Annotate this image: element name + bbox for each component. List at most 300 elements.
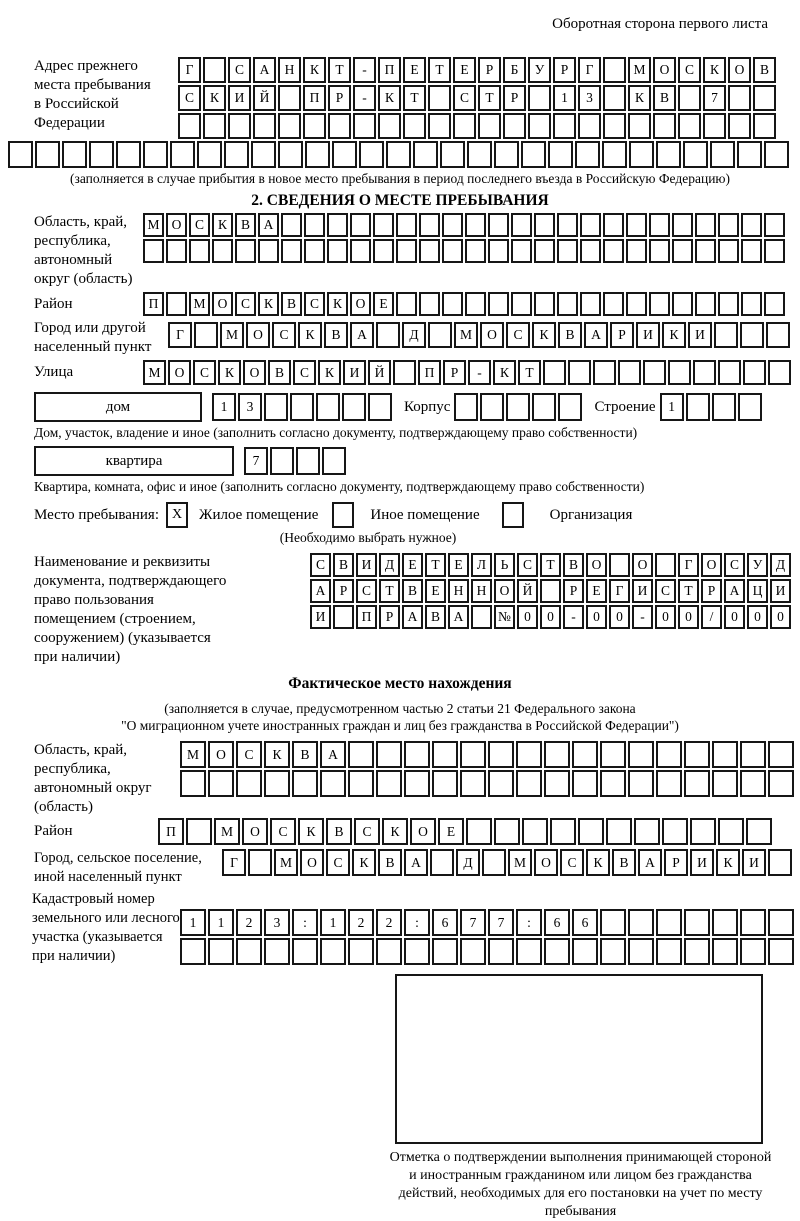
char-box[interactable]: [453, 113, 476, 139]
char-box[interactable]: 2: [348, 909, 374, 936]
char-box[interactable]: [488, 239, 509, 263]
char-box[interactable]: [672, 213, 693, 237]
char-box[interactable]: [466, 818, 492, 845]
char-box[interactable]: [672, 239, 693, 263]
char-box[interactable]: [557, 213, 578, 237]
char-box[interactable]: [506, 393, 530, 421]
char-box[interactable]: [373, 239, 394, 263]
char-box[interactable]: [116, 141, 141, 168]
char-box[interactable]: С: [678, 57, 701, 83]
char-box[interactable]: М: [189, 292, 210, 316]
char-box[interactable]: В: [402, 579, 423, 603]
char-box[interactable]: Т: [518, 360, 541, 385]
char-box[interactable]: [304, 239, 325, 263]
char-box[interactable]: [359, 141, 384, 168]
char-box[interactable]: Й: [368, 360, 391, 385]
checkbox-zhiloe[interactable]: X: [166, 502, 188, 528]
char-box[interactable]: [603, 239, 624, 263]
char-box[interactable]: [304, 213, 325, 237]
char-box[interactable]: [718, 360, 741, 385]
char-box[interactable]: [522, 818, 548, 845]
char-box[interactable]: [746, 818, 772, 845]
char-box[interactable]: 7: [488, 909, 514, 936]
char-box[interactable]: [753, 85, 776, 111]
char-box[interactable]: [737, 141, 762, 168]
char-box[interactable]: 1: [553, 85, 576, 111]
apartment-type-box[interactable]: квартира: [34, 446, 234, 476]
char-box[interactable]: [305, 141, 330, 168]
char-box[interactable]: О: [586, 553, 607, 577]
char-box[interactable]: [62, 141, 87, 168]
char-box[interactable]: [684, 741, 710, 768]
char-box[interactable]: Д: [402, 322, 426, 348]
char-box[interactable]: [494, 141, 519, 168]
char-box[interactable]: :: [292, 909, 318, 936]
char-box[interactable]: М: [220, 322, 244, 348]
char-box[interactable]: [292, 938, 318, 965]
char-box[interactable]: В: [235, 213, 256, 237]
char-box[interactable]: М: [143, 360, 166, 385]
char-box[interactable]: [396, 239, 417, 263]
char-box[interactable]: [634, 818, 660, 845]
char-box[interactable]: Т: [428, 57, 451, 83]
char-box[interactable]: [766, 322, 790, 348]
char-box[interactable]: [580, 213, 601, 237]
char-box[interactable]: К: [327, 292, 348, 316]
char-box[interactable]: [419, 292, 440, 316]
char-box[interactable]: [600, 909, 626, 936]
char-box[interactable]: М: [508, 849, 532, 876]
char-box[interactable]: [548, 141, 573, 168]
char-box[interactable]: [741, 239, 762, 263]
char-box[interactable]: [488, 770, 514, 797]
char-box[interactable]: [442, 292, 463, 316]
char-box[interactable]: [714, 322, 738, 348]
char-box[interactable]: [258, 239, 279, 263]
char-box[interactable]: [467, 141, 492, 168]
char-box[interactable]: [278, 141, 303, 168]
char-box[interactable]: [465, 213, 486, 237]
char-box[interactable]: 0: [609, 605, 630, 629]
char-box[interactable]: [678, 113, 701, 139]
char-box[interactable]: [376, 938, 402, 965]
char-box[interactable]: [740, 322, 764, 348]
char-box[interactable]: А: [310, 579, 331, 603]
char-box[interactable]: С: [228, 57, 251, 83]
char-box[interactable]: Р: [701, 579, 722, 603]
char-box[interactable]: К: [532, 322, 556, 348]
char-box[interactable]: [236, 938, 262, 965]
char-box[interactable]: Р: [379, 605, 400, 629]
char-box[interactable]: [764, 213, 785, 237]
char-box[interactable]: Л: [471, 553, 492, 577]
char-box[interactable]: С: [453, 85, 476, 111]
char-box[interactable]: [386, 141, 411, 168]
char-box[interactable]: О: [701, 553, 722, 577]
char-box[interactable]: [348, 741, 374, 768]
char-box[interactable]: К: [378, 85, 401, 111]
char-box[interactable]: О: [212, 292, 233, 316]
char-box[interactable]: А: [404, 849, 428, 876]
char-box[interactable]: [628, 770, 654, 797]
char-box[interactable]: 1: [212, 393, 236, 421]
char-box[interactable]: [578, 818, 604, 845]
char-box[interactable]: [143, 239, 164, 263]
char-box[interactable]: С: [293, 360, 316, 385]
char-box[interactable]: И: [343, 360, 366, 385]
char-box[interactable]: [656, 909, 682, 936]
char-box[interactable]: 7: [703, 85, 726, 111]
char-box[interactable]: [251, 141, 276, 168]
char-box[interactable]: [557, 239, 578, 263]
char-box[interactable]: П: [418, 360, 441, 385]
char-box[interactable]: [264, 938, 290, 965]
char-box[interactable]: [532, 393, 556, 421]
char-box[interactable]: [626, 239, 647, 263]
char-box[interactable]: [741, 213, 762, 237]
char-box[interactable]: [683, 141, 708, 168]
char-box[interactable]: [764, 292, 785, 316]
char-box[interactable]: [544, 938, 570, 965]
char-box[interactable]: [521, 141, 546, 168]
char-box[interactable]: [684, 938, 710, 965]
char-box[interactable]: [278, 113, 301, 139]
char-box[interactable]: [626, 213, 647, 237]
char-box[interactable]: А: [320, 741, 346, 768]
char-box[interactable]: [303, 113, 326, 139]
char-box[interactable]: [393, 360, 416, 385]
char-box[interactable]: О: [242, 818, 268, 845]
char-box[interactable]: 0: [655, 605, 676, 629]
char-box[interactable]: М: [628, 57, 651, 83]
char-box[interactable]: Е: [448, 553, 469, 577]
char-box[interactable]: [628, 909, 654, 936]
char-box[interactable]: В: [333, 553, 354, 577]
char-box[interactable]: [488, 938, 514, 965]
char-box[interactable]: [89, 141, 114, 168]
char-box[interactable]: [743, 360, 766, 385]
char-box[interactable]: Р: [503, 85, 526, 111]
char-box[interactable]: [740, 938, 766, 965]
char-box[interactable]: Д: [770, 553, 791, 577]
char-box[interactable]: Т: [328, 57, 351, 83]
char-box[interactable]: [738, 393, 762, 421]
char-box[interactable]: В: [563, 553, 584, 577]
char-box[interactable]: [428, 322, 452, 348]
char-box[interactable]: В: [425, 605, 446, 629]
char-box[interactable]: Е: [586, 579, 607, 603]
char-box[interactable]: [710, 141, 735, 168]
char-box[interactable]: [511, 239, 532, 263]
char-box[interactable]: 1: [320, 909, 346, 936]
char-box[interactable]: [600, 770, 626, 797]
char-box[interactable]: [544, 741, 570, 768]
char-box[interactable]: О: [653, 57, 676, 83]
char-box[interactable]: [296, 447, 320, 475]
char-box[interactable]: О: [728, 57, 751, 83]
char-box[interactable]: [575, 141, 600, 168]
char-box[interactable]: [327, 239, 348, 263]
char-box[interactable]: [316, 393, 340, 421]
char-box[interactable]: В: [653, 85, 676, 111]
char-box[interactable]: Е: [425, 579, 446, 603]
char-box[interactable]: [332, 141, 357, 168]
char-box[interactable]: [203, 57, 226, 83]
char-box[interactable]: [348, 938, 374, 965]
char-box[interactable]: :: [404, 909, 430, 936]
char-box[interactable]: В: [281, 292, 302, 316]
char-box[interactable]: [166, 292, 187, 316]
char-box[interactable]: [376, 770, 402, 797]
char-box[interactable]: [478, 113, 501, 139]
char-box[interactable]: С: [189, 213, 210, 237]
checkbox-organizatsiya[interactable]: [502, 502, 524, 528]
char-box[interactable]: [662, 818, 688, 845]
char-box[interactable]: -: [632, 605, 653, 629]
char-box[interactable]: [494, 818, 520, 845]
char-box[interactable]: [328, 113, 351, 139]
char-box[interactable]: [740, 741, 766, 768]
char-box[interactable]: -: [563, 605, 584, 629]
char-box[interactable]: [403, 113, 426, 139]
char-box[interactable]: Т: [425, 553, 446, 577]
char-box[interactable]: [718, 818, 744, 845]
char-box[interactable]: О: [168, 360, 191, 385]
char-box[interactable]: [460, 770, 486, 797]
char-box[interactable]: [684, 909, 710, 936]
char-box[interactable]: [540, 579, 561, 603]
char-box[interactable]: К: [662, 322, 686, 348]
char-box[interactable]: Р: [478, 57, 501, 83]
char-box[interactable]: В: [558, 322, 582, 348]
char-box[interactable]: [686, 393, 710, 421]
char-box[interactable]: [712, 938, 738, 965]
char-box[interactable]: Т: [478, 85, 501, 111]
char-box[interactable]: М: [214, 818, 240, 845]
char-box[interactable]: И: [228, 85, 251, 111]
char-box[interactable]: Д: [379, 553, 400, 577]
char-box[interactable]: [528, 113, 551, 139]
char-box[interactable]: [143, 141, 168, 168]
char-box[interactable]: [768, 909, 794, 936]
char-box[interactable]: О: [480, 322, 504, 348]
char-box[interactable]: О: [300, 849, 324, 876]
char-box[interactable]: С: [517, 553, 538, 577]
char-box[interactable]: Б: [503, 57, 526, 83]
char-box[interactable]: С: [235, 292, 256, 316]
char-box[interactable]: О: [208, 741, 234, 768]
char-box[interactable]: [628, 938, 654, 965]
char-box[interactable]: [460, 938, 486, 965]
char-box[interactable]: В: [612, 849, 636, 876]
char-box[interactable]: [768, 741, 794, 768]
char-box[interactable]: [712, 393, 736, 421]
char-box[interactable]: [557, 292, 578, 316]
char-box[interactable]: [432, 770, 458, 797]
char-box[interactable]: И: [742, 849, 766, 876]
char-box[interactable]: 7: [244, 447, 268, 475]
char-box[interactable]: А: [724, 579, 745, 603]
char-box[interactable]: Н: [278, 57, 301, 83]
char-box[interactable]: [320, 770, 346, 797]
char-box[interactable]: [603, 292, 624, 316]
char-box[interactable]: [471, 605, 492, 629]
char-box[interactable]: Ц: [747, 579, 768, 603]
char-box[interactable]: [511, 292, 532, 316]
char-box[interactable]: К: [628, 85, 651, 111]
char-box[interactable]: Т: [678, 579, 699, 603]
char-box[interactable]: [768, 360, 791, 385]
char-box[interactable]: Г: [222, 849, 246, 876]
char-box[interactable]: [503, 113, 526, 139]
char-box[interactable]: Е: [438, 818, 464, 845]
char-box[interactable]: Р: [664, 849, 688, 876]
char-box[interactable]: [655, 553, 676, 577]
char-box[interactable]: С: [326, 849, 350, 876]
char-box[interactable]: [228, 113, 251, 139]
char-box[interactable]: 6: [432, 909, 458, 936]
char-box[interactable]: С: [354, 818, 380, 845]
char-box[interactable]: [603, 57, 626, 83]
char-box[interactable]: К: [218, 360, 241, 385]
char-box[interactable]: [629, 141, 654, 168]
char-box[interactable]: [606, 818, 632, 845]
char-box[interactable]: [281, 239, 302, 263]
char-box[interactable]: [248, 849, 272, 876]
char-box[interactable]: С: [178, 85, 201, 111]
char-box[interactable]: [572, 770, 598, 797]
char-box[interactable]: [235, 239, 256, 263]
char-box[interactable]: [253, 113, 276, 139]
char-box[interactable]: [488, 213, 509, 237]
char-box[interactable]: В: [268, 360, 291, 385]
char-box[interactable]: [322, 447, 346, 475]
char-box[interactable]: К: [318, 360, 341, 385]
char-box[interactable]: [568, 360, 591, 385]
char-box[interactable]: [695, 292, 716, 316]
char-box[interactable]: 0: [747, 605, 768, 629]
char-box[interactable]: С: [193, 360, 216, 385]
char-box[interactable]: П: [143, 292, 164, 316]
char-box[interactable]: Т: [403, 85, 426, 111]
char-box[interactable]: [208, 938, 234, 965]
char-box[interactable]: В: [378, 849, 402, 876]
char-box[interactable]: Р: [443, 360, 466, 385]
char-box[interactable]: К: [352, 849, 376, 876]
char-box[interactable]: О: [632, 553, 653, 577]
char-box[interactable]: [203, 113, 226, 139]
char-box[interactable]: К: [493, 360, 516, 385]
char-box[interactable]: П: [303, 85, 326, 111]
char-box[interactable]: [419, 239, 440, 263]
char-box[interactable]: И: [770, 579, 791, 603]
char-box[interactable]: [578, 113, 601, 139]
char-box[interactable]: 6: [572, 909, 598, 936]
char-box[interactable]: [603, 85, 626, 111]
char-box[interactable]: [396, 292, 417, 316]
char-box[interactable]: [488, 741, 514, 768]
char-box[interactable]: [580, 292, 601, 316]
char-box[interactable]: А: [350, 322, 374, 348]
char-box[interactable]: [544, 770, 570, 797]
char-box[interactable]: К: [703, 57, 726, 83]
char-box[interactable]: 3: [578, 85, 601, 111]
char-box[interactable]: [580, 239, 601, 263]
char-box[interactable]: [212, 239, 233, 263]
char-box[interactable]: К: [298, 818, 324, 845]
char-box[interactable]: Е: [373, 292, 394, 316]
char-box[interactable]: [718, 292, 739, 316]
char-box[interactable]: Г: [678, 553, 699, 577]
char-box[interactable]: В: [753, 57, 776, 83]
char-box[interactable]: [543, 360, 566, 385]
char-box[interactable]: [264, 770, 290, 797]
char-box[interactable]: [482, 849, 506, 876]
char-box[interactable]: В: [324, 322, 348, 348]
char-box[interactable]: [643, 360, 666, 385]
char-box[interactable]: [600, 938, 626, 965]
char-box[interactable]: Е: [453, 57, 476, 83]
char-box[interactable]: [534, 292, 555, 316]
char-box[interactable]: Р: [610, 322, 634, 348]
char-box[interactable]: Г: [578, 57, 601, 83]
char-box[interactable]: [264, 393, 288, 421]
char-box[interactable]: А: [584, 322, 608, 348]
char-box[interactable]: [178, 113, 201, 139]
char-box[interactable]: М: [180, 741, 206, 768]
char-box[interactable]: О: [166, 213, 187, 237]
char-box[interactable]: [186, 818, 212, 845]
char-box[interactable]: [432, 938, 458, 965]
char-box[interactable]: [603, 113, 626, 139]
char-box[interactable]: [753, 113, 776, 139]
char-box[interactable]: [8, 141, 33, 168]
char-box[interactable]: -: [353, 85, 376, 111]
char-box[interactable]: Е: [403, 57, 426, 83]
char-box[interactable]: К: [586, 849, 610, 876]
char-box[interactable]: [740, 770, 766, 797]
char-box[interactable]: С: [310, 553, 331, 577]
char-box[interactable]: 3: [238, 393, 262, 421]
char-box[interactable]: [550, 818, 576, 845]
char-box[interactable]: [460, 741, 486, 768]
char-box[interactable]: Й: [253, 85, 276, 111]
char-box[interactable]: /: [701, 605, 722, 629]
char-box[interactable]: А: [448, 605, 469, 629]
char-box[interactable]: К: [298, 322, 322, 348]
char-box[interactable]: [376, 322, 400, 348]
char-box[interactable]: [480, 393, 504, 421]
char-box[interactable]: [432, 741, 458, 768]
char-box[interactable]: А: [402, 605, 423, 629]
char-box[interactable]: [618, 360, 641, 385]
char-box[interactable]: [189, 239, 210, 263]
char-box[interactable]: О: [243, 360, 266, 385]
char-box[interactable]: [718, 239, 739, 263]
char-box[interactable]: 0: [517, 605, 538, 629]
char-box[interactable]: [741, 292, 762, 316]
char-box[interactable]: 1: [660, 393, 684, 421]
house-type-box[interactable]: дом: [34, 392, 202, 422]
char-box[interactable]: [454, 393, 478, 421]
char-box[interactable]: [378, 113, 401, 139]
char-box[interactable]: Й: [517, 579, 538, 603]
char-box[interactable]: [350, 213, 371, 237]
char-box[interactable]: К: [203, 85, 226, 111]
char-box[interactable]: [292, 770, 318, 797]
char-box[interactable]: О: [350, 292, 371, 316]
char-box[interactable]: [465, 239, 486, 263]
